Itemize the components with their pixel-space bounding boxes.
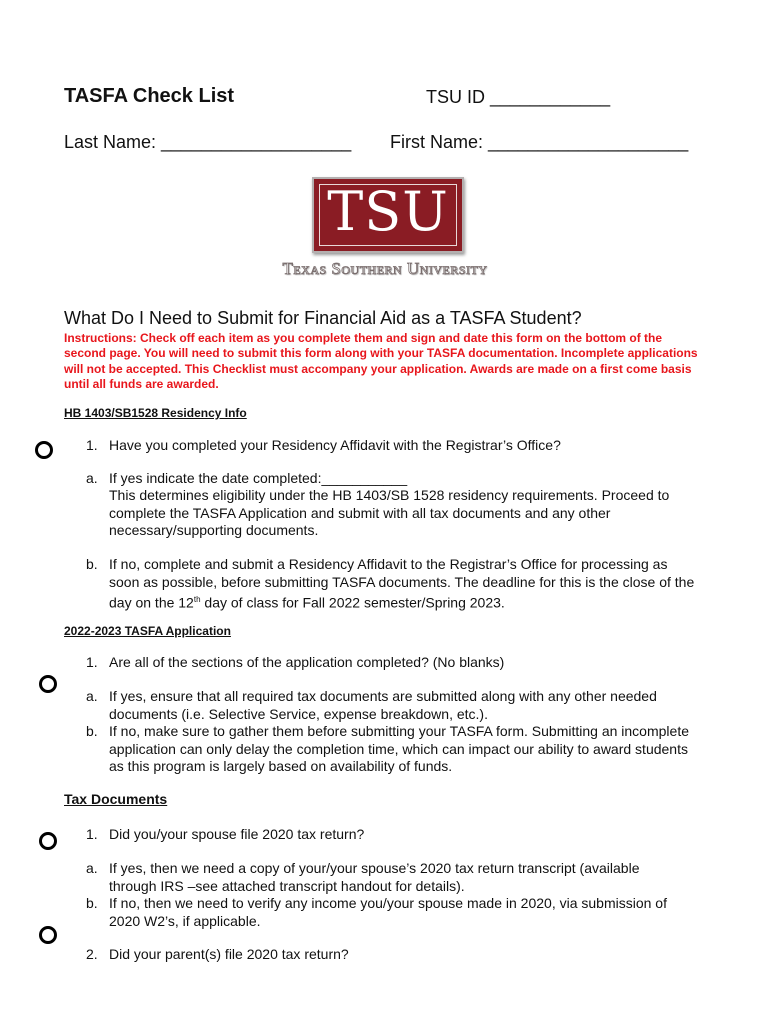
form-title: TASFA Check List	[64, 85, 235, 107]
question-spouse-tax: Did you/your spouse file 2020 tax return?	[109, 826, 365, 842]
question-parent-tax: Did your parent(s) file 2020 tax return?	[109, 946, 349, 962]
sub-item-label: a.	[86, 470, 98, 486]
section-tax-title: Tax Documents	[64, 791, 168, 807]
residency-no-text-post: day of class for Fall 2022 semester/Spring 2023.	[200, 594, 505, 611]
residency-no-text	[109, 556, 701, 612]
question-residency: Have you completed your Residency Affidavit with the Registrar’s Office?	[109, 437, 561, 453]
residency-no-text-pre: If no, complete and submit a Residency Affidavit to the Registrar’s Office for processing as soon as possible, before submitting TASFA documents. The deadline for this is the close of the day on the 12	[109, 556, 695, 611]
checkbox-circle-residency[interactable]	[35, 441, 53, 459]
logo-university-name: Texas Southern University	[282, 259, 488, 278]
checkbox-circle-tax-return[interactable]	[39, 832, 57, 850]
item-number: 1.	[86, 437, 98, 453]
section-tasfa-title: 2022-2023 TASFA Application	[64, 624, 231, 638]
sub-item-label: a.	[86, 688, 98, 704]
sub-item-label: a.	[86, 860, 98, 876]
checkbox-circle-parent-tax[interactable]	[39, 926, 57, 944]
tax-no-text: If no, then we need to verify any income you/your spouse made in 2020, via submission of 2020 W2’s, if applicable.	[109, 895, 667, 929]
instructions: Instructions: Check off each item as you complete them and sign and date this form on the bottom of the second page. You will need to submit this form along with your TASFA documentation. Incomplete applications will not be accepted. This Checklist must accompany your application. Awards are made on a first come basis until all funds are awarded.	[64, 331, 698, 391]
item-number: 2.	[86, 946, 98, 962]
sub-item-label: b.	[86, 895, 98, 911]
question-sections-complete: Are all of the sections of the application completed? (No blanks)	[109, 654, 505, 670]
tax-yes-text: If yes, then we need a copy of your/your spouse’s 2020 tax return transcript (available through IRS –see attached transcript handout for details).	[109, 860, 640, 894]
ordinal-suffix: th	[193, 595, 201, 604]
sub-item-label: b.	[86, 723, 98, 739]
logo-letters: TSU	[327, 180, 449, 243]
tsu-logo	[312, 177, 464, 253]
checkbox-circle-application[interactable]	[39, 675, 57, 693]
page-heading: What Do I Need to Submit for Financial Aid as a TASFA Student?	[64, 308, 582, 328]
application-yes-text: If yes, ensure that all required tax documents are submitted along with any other needed documents (i.e. Selective Service, expense breakdown, etc.).	[109, 688, 657, 722]
sub-item-label: b.	[86, 556, 98, 572]
item-number: 1.	[86, 654, 98, 670]
first-name-field: First Name: ____________________	[390, 132, 689, 152]
residency-yes-text: This determines eligibility under the HB 1403/SB 1528 residency requirements. Proceed to complete the TASFA Application and submit with all tax documents and any other necessary/supporting documents.	[109, 487, 670, 538]
tsu-id-field: TSU ID ____________	[426, 87, 611, 107]
item-number: 1.	[86, 826, 98, 842]
residency-yes-date: If yes indicate the date completed:___________	[109, 470, 408, 486]
last-name-field: Last Name: ___________________	[64, 132, 352, 152]
application-no-text: If no, make sure to gather them before submitting your TASFA form. Submitting an incomplete application can only delay the completion time, which can impact our ability to award students as this program is largely based on availability of funds.	[109, 723, 689, 774]
section-residency-title: HB 1403/SB1528 Residency Info	[64, 406, 247, 420]
